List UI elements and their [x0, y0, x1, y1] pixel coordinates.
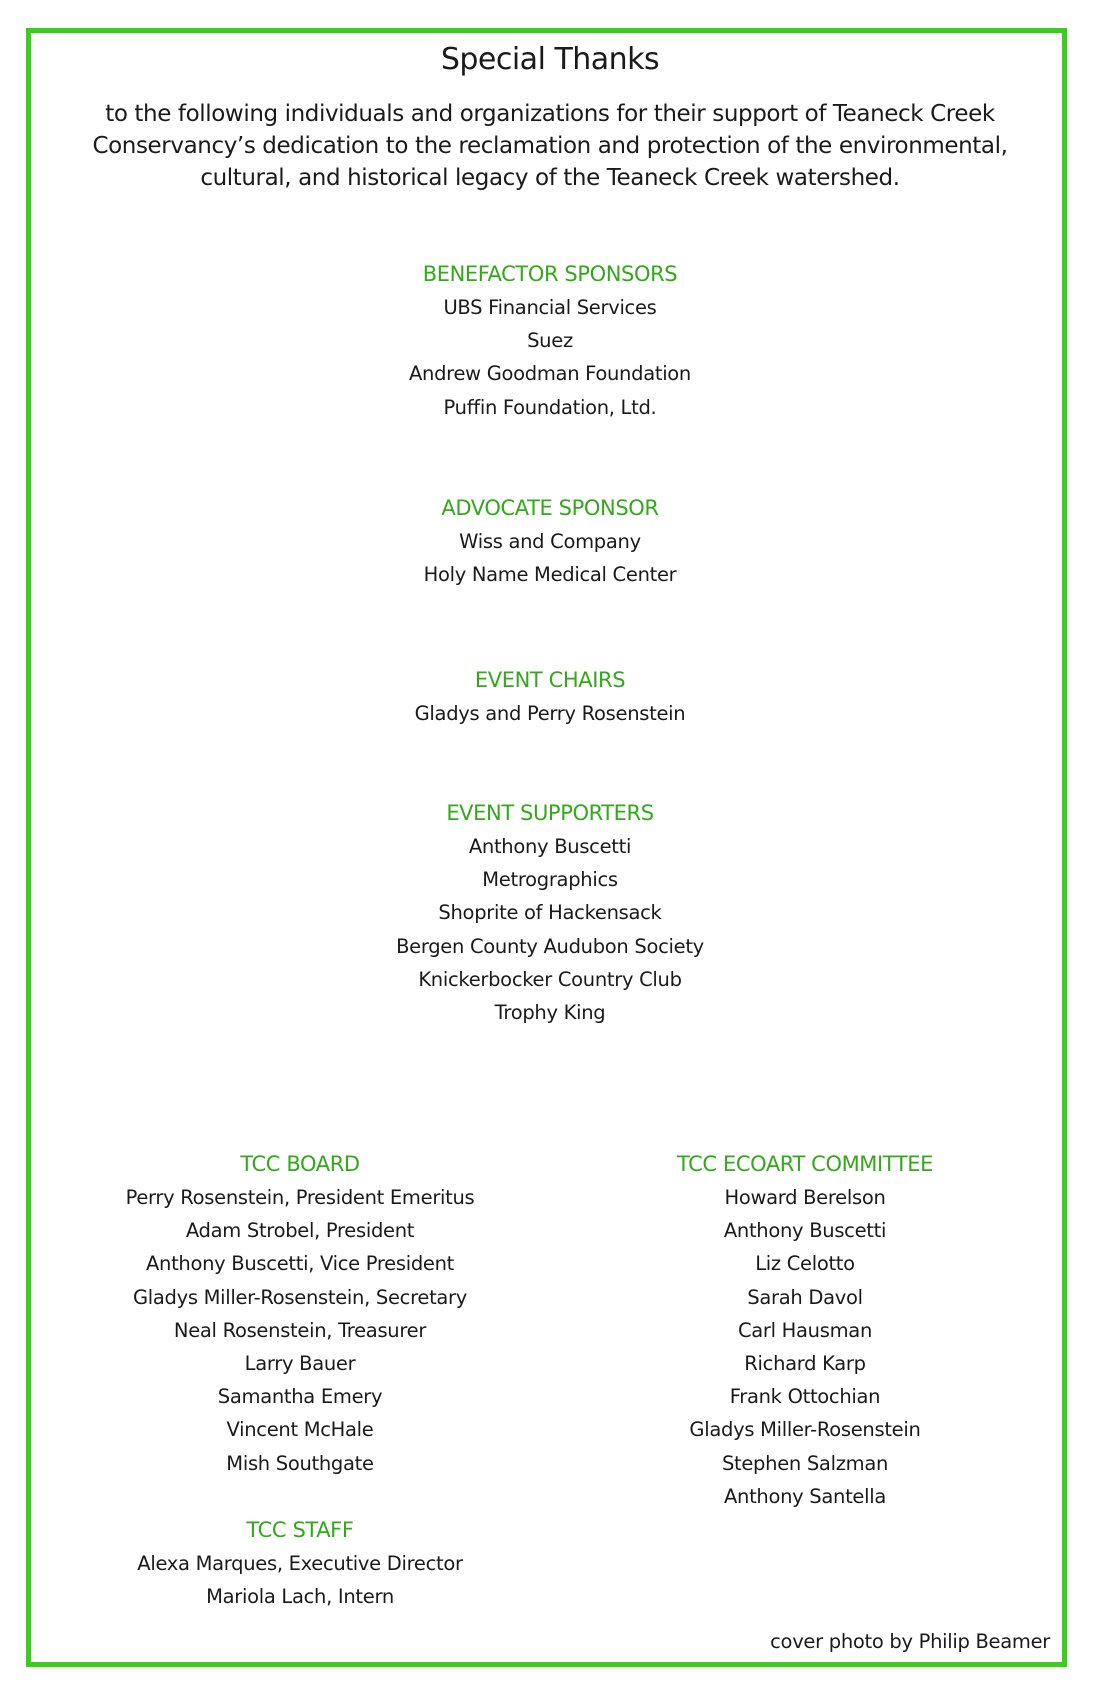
tcc-ecoart-committee-section: [600, 1147, 1010, 1513]
list-item: Knickerbocker Country Club: [418, 967, 682, 991]
list-item: Sarah Davol: [747, 1285, 863, 1309]
list-item: Mish Southgate: [226, 1451, 374, 1475]
section-heading: BENEFACTOR SPONSORS: [422, 262, 678, 286]
benefactor-sponsors-section: [0, 257, 1100, 424]
tcc-board-section: [100, 1147, 500, 1480]
list-item: Anthony Buscetti: [468, 835, 632, 858]
section-heading: EVENT SUPPORTERS: [446, 801, 654, 825]
page-title: Special Thanks: [440, 42, 660, 77]
list-item: Gladys and Perry Rosenstein: [414, 702, 686, 725]
list-item: Metrographics: [482, 868, 618, 892]
list-item: Perry Rosenstein, President Emeritus: [125, 1186, 475, 1209]
list-item: Andrew Goodman Foundation: [408, 362, 691, 386]
list-item: Richard Karp: [744, 1352, 866, 1376]
list-item: Liz Celotto: [755, 1252, 855, 1276]
list-item: Anthony Buscetti: [723, 1219, 887, 1243]
list-item: Gladys Miller-Rosenstein: [689, 1418, 921, 1442]
advocate-sponsor-section: [0, 491, 1100, 591]
list-item: Adam Strobel, President: [185, 1219, 415, 1243]
photo-credit: cover photo by Philip Beamer: [770, 1630, 1050, 1653]
list-item: Bergen County Audubon Society: [396, 934, 704, 958]
list-item: Vincent McHale: [226, 1418, 374, 1442]
section-heading: EVENT CHAIRS: [474, 668, 626, 692]
list-item: Neal Rosenstein, Treasurer: [173, 1318, 427, 1342]
event-chairs-section: [0, 663, 1100, 730]
section-heading: TCC STAFF: [246, 1518, 354, 1542]
tcc-staff-section: [100, 1513, 500, 1613]
list-item: Suez: [527, 329, 573, 353]
event-supporters-section: [0, 796, 1100, 1029]
list-item: Shoprite of Hackensack: [438, 901, 662, 925]
list-item: Samantha Emery: [217, 1385, 383, 1409]
list-item: UBS Financial Services: [443, 296, 657, 319]
intro-text: to the following individuals and organizations for their support of Teaneck Creek Conservancy’s dedication to the reclamation and protection of the environmental, cultural, and historical legacy of the Teaneck Creek watershed.: [92, 101, 1008, 191]
list-item: Stephen Salzman: [721, 1451, 889, 1475]
list-item: Trophy King: [494, 1001, 606, 1025]
list-item: Wiss and Company: [459, 530, 641, 553]
list-item: Gladys Miller-Rosenstein, Secretary: [132, 1285, 468, 1309]
list-item: Anthony Santella: [723, 1484, 887, 1508]
list-item: Alexa Marques, Executive Director: [137, 1552, 463, 1575]
section-heading: TCC ECOART COMMITTEE: [676, 1152, 934, 1176]
list-item: Anthony Buscetti, Vice President: [145, 1252, 455, 1276]
list-item: Carl Hausman: [737, 1318, 873, 1342]
section-heading: TCC BOARD: [240, 1152, 360, 1176]
list-item: Howard Berelson: [724, 1186, 886, 1209]
section-heading: ADVOCATE SPONSOR: [441, 496, 659, 520]
list-item: Mariola Lach, Intern: [206, 1585, 394, 1609]
list-item: Puffin Foundation, Ltd.: [443, 395, 657, 419]
list-item: Larry Bauer: [244, 1352, 356, 1376]
list-item: Holy Name Medical Center: [423, 563, 677, 587]
list-item: Frank Ottochian: [729, 1385, 881, 1409]
